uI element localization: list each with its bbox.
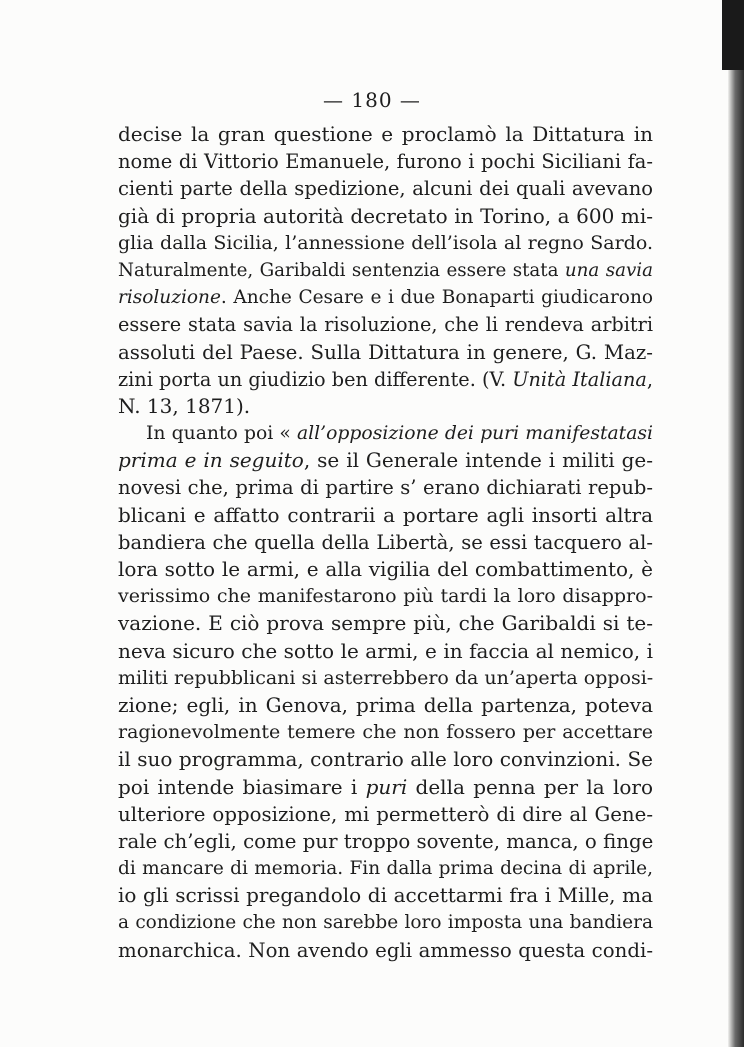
text-fragment: . Anche Cesare e i due Bonaparti giudicarono xyxy=(220,287,653,309)
text-fragment: novesi che, prima di partire s’ erano dichiarati repub- xyxy=(118,476,653,500)
text-fragment: a condizione che non sarebbe loro imposta una bandiera xyxy=(118,912,653,934)
text-fragment: zione; egli, in Genova, prima della partenza, poteva xyxy=(118,692,653,717)
text-fragment: nome di Vittorio Emanuele, furono i pochi Siciliani fa- xyxy=(118,150,653,174)
page-edge-shadow xyxy=(728,0,744,1047)
italic-text-fragment: puri xyxy=(365,774,408,799)
text-fragment: il suo programma, contrario alle loro convinzioni. Se xyxy=(118,747,653,772)
text-line xyxy=(118,420,653,447)
text-line xyxy=(118,665,653,692)
text-fragment: monarchica. Non avendo egli ammesso questa condi- xyxy=(118,938,653,962)
text-fragment: militi repubblicani si asterrebbero da un’aperta opposi- xyxy=(118,666,654,689)
text-fragment: cienti parte della spedizione, alcuni dei quali avevano xyxy=(118,177,653,201)
text-line xyxy=(118,121,653,148)
text-line xyxy=(118,937,653,964)
text-line xyxy=(118,474,653,501)
text-fragment: blicani e affatto contrarii a portare agli insorti altra xyxy=(118,502,653,527)
italic-text-fragment: una savia xyxy=(564,259,653,281)
text-fragment: assoluti del Paese. Sulla Dittatura in genere, G. Maz- xyxy=(118,340,653,364)
text-line xyxy=(118,692,653,719)
text-fragment: Naturalmente, Garibaldi sentenzia essere stata xyxy=(118,259,565,281)
text-line xyxy=(118,502,653,529)
text-line xyxy=(118,583,653,610)
text-fragment: vazione. E ciò prova sempre più, che Garibaldi si te- xyxy=(118,611,653,636)
text-line xyxy=(118,774,653,801)
text-line xyxy=(118,801,653,828)
text-fragment: N. 13, 1871). xyxy=(118,393,251,418)
text-fragment: poi intende biasimare i xyxy=(118,774,366,799)
text-fragment: verissimo che manifestarono più tardi la loro disappro- xyxy=(118,585,653,608)
italic-text-fragment: risoluzione xyxy=(118,287,221,309)
text-line xyxy=(118,175,653,202)
italic-text-fragment: prima e in seguito xyxy=(118,448,304,473)
text-line xyxy=(118,638,653,665)
text-line xyxy=(118,529,653,556)
text-line xyxy=(118,284,653,311)
text-line xyxy=(118,366,653,393)
text-fragment: già di propria autorità decretato in Torino, a 600 mi- xyxy=(118,203,653,228)
text-fragment: bandiera che quella della Libertà, se essi tacquero al- xyxy=(118,530,653,554)
italic-text-fragment: all’opposizione dei puri manifestatasi xyxy=(297,423,653,445)
text-line xyxy=(118,311,653,338)
text-line xyxy=(118,447,653,474)
page-number: — 180 — xyxy=(323,88,421,112)
text-fragment: , xyxy=(646,367,654,391)
text-fragment: In quanto poi « xyxy=(146,423,297,445)
text-line xyxy=(118,882,653,909)
text-line xyxy=(118,230,653,257)
text-line xyxy=(118,909,653,936)
text-line xyxy=(118,393,653,420)
text-fragment: ragionevolmente temere che non fossero per accettare xyxy=(118,721,653,744)
text-line xyxy=(118,203,653,230)
text-line xyxy=(118,610,653,637)
text-line xyxy=(118,148,653,175)
text-line xyxy=(118,855,653,882)
text-fragment: decise la gran questione e proclamò la Dittatura in xyxy=(118,122,653,146)
text-fragment: neva sicuro che sotto le armi, e in faccia al nemico, i xyxy=(118,638,653,663)
text-fragment: , se il Generale intende i militi ge- xyxy=(303,448,653,473)
text-line xyxy=(118,746,653,773)
text-fragment: lora sotto le armi, e alla vigilia del combattimento, è xyxy=(118,557,653,581)
body-text xyxy=(118,121,653,964)
italic-text-fragment: Unità Italiana xyxy=(512,367,647,391)
text-line xyxy=(118,719,653,746)
scan-corner-shadow xyxy=(722,0,744,70)
text-fragment: zini porta un giudizio ben differente. (V. xyxy=(118,367,513,391)
text-line xyxy=(118,339,653,366)
text-fragment: rale ch’egli, come pur troppo sovente, manca, o finge xyxy=(118,829,654,853)
text-fragment: io gli scrissi pregandolo di accettarmi fra i Mille, ma xyxy=(118,883,653,908)
text-fragment: essere stata savia la risoluzione, che li rendeva arbitri xyxy=(118,313,653,337)
text-fragment: di mancare di memoria. Fin dalla prima decina di aprile, xyxy=(118,858,653,880)
text-fragment: glia dalla Sicilia, l’annessione dell’isola al regno Sardo. xyxy=(118,231,653,254)
text-line xyxy=(118,257,653,284)
text-line xyxy=(118,556,653,583)
text-line xyxy=(118,828,653,855)
text-fragment: della penna per la loro xyxy=(407,774,653,799)
text-fragment: ulteriore opposizione, mi permetterò di dire al Gene- xyxy=(118,802,653,826)
